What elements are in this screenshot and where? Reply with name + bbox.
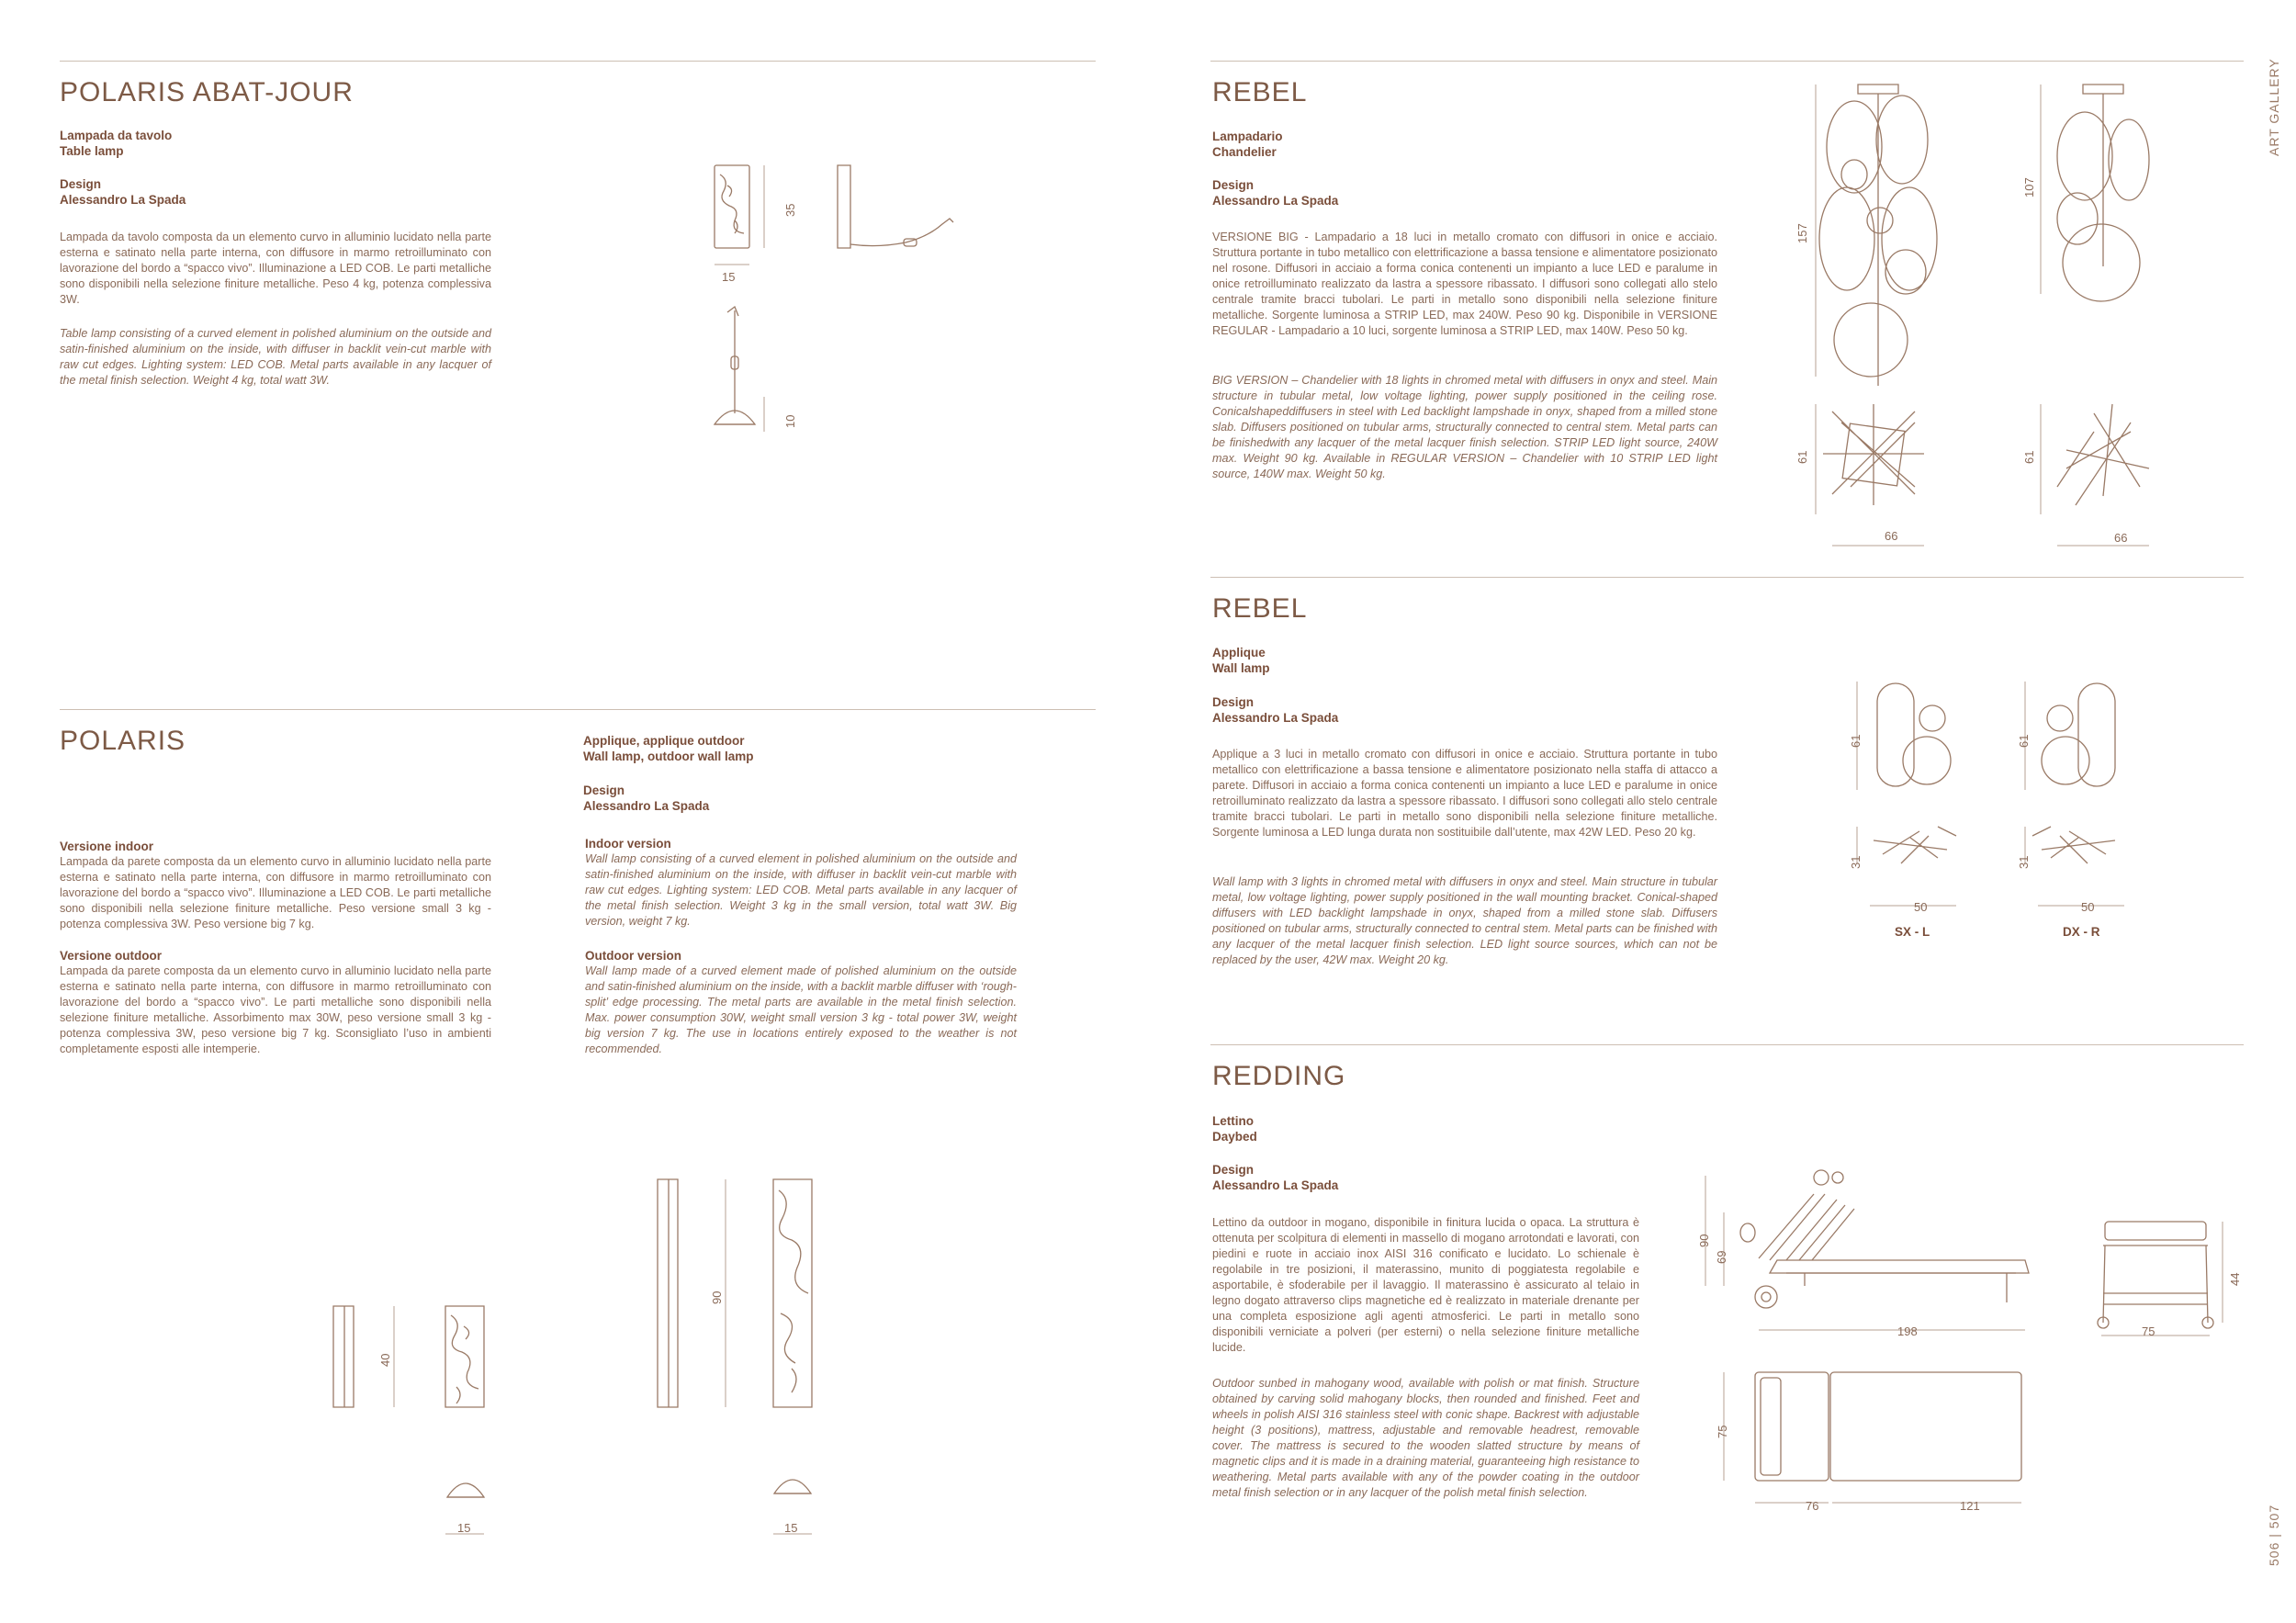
- dim-big-width: 66: [1885, 529, 1898, 543]
- product-title: REBEL: [1212, 593, 1308, 624]
- description-en: Table lamp consisting of a curved element in polished aluminium on the outside and satin-finished aluminium on the inside, with diffuser in backlit vein-cut marble with raw cut edges. Lighting system: LED COB. Metal parts available in any lacquer of the metal finish selection. Weight 4 kg, total watt 3W.: [60, 327, 491, 387]
- rebel-wall-dx-drawing: [2023, 680, 2133, 919]
- rebel-wall-sx-drawing: [1855, 680, 1965, 919]
- dim-dx-depth: 31: [2017, 855, 2031, 869]
- dim-sx-depth: 31: [1849, 855, 1863, 869]
- dim-side-height: 44: [2228, 1272, 2242, 1286]
- designer-name: Alessandro La Spada: [1212, 194, 1339, 208]
- rule-right-3: [1210, 1044, 2244, 1045]
- description-it: Lettino da outdoor in mogano, disponibile in finitura lucida o opaca. La struttura è ottenuta per scolpitura di elementi in massello di mogano arrotondati e lavorati, con piedini e ruote in acciaio inox AISI 316 conificato e lucidato. Lo schienale è regolabile in tre posizioni, il materassino, munito di poggiatesta regolabile e asportabile, è sfoderabile per il lavaggio. Il materassino è assicurato al telaio in legno dogato attraverso clips magnetiche ed è realizzato in materiale drenante per una completa esposizione agli agenti atmosferici. Le parti in metallo sono disponibili verniciate a polveri (per esterni) o nella selezione finiture metalliche lucide.: [1212, 1216, 1639, 1354]
- dim-regular-width: 66: [2114, 531, 2128, 545]
- designer-name: Alessandro La Spada: [583, 799, 710, 813]
- dim-sx-width: 50: [1914, 900, 1928, 914]
- product-type-it: Lampada da tavolo: [60, 129, 173, 142]
- description-it: VERSIONE BIG - Lampadario a 18 luci in metallo cromato con diffusori in onice e acciaio. Struttura portante in tubo metallico con elettrificazione a bassa tensione e alimentatore posizionato nel rosone. Diffusori in acciaio a forma conica contenenti un impianto a luce LED e paralume in onice retroilluminato realizzato da lastra a spessore ribassato. I diffusori sono collegati allo stelo centrale tramite bracci tubolari. Le parti in metallo sono disponibili nella selezione finiture metalliche. Sorgente luminosa a STRIP LED, max 240W. Peso 90 kg. Disponibile in VERSIONE REGULAR - Lampadario a 10 luci, sorgente luminosa a STRIP LED, max 140W. Peso 50 kg.: [1212, 231, 1717, 337]
- dim-regular-height: 107: [2022, 177, 2036, 197]
- description-en: Wall lamp with 3 lights in chromed metal with diffusers in onyx and steel. Main structure in tubular metal, low voltage lighting, power supply positioned in the wall mounting bracket. Conical-shaped diffusers with LED backlight lampshade in onyx, shaped from a milled stone slab. Diffusers positioned on tubular arms, structurally connected to central stem. Metal parts can be finished with any lacquer of the metal lacquer finish selection. LED light source sources, which can not be replaced by the user, 42W max. Weight 20 kg.: [1212, 875, 1717, 966]
- outdoor-description-it: Lampada da parete composta da un elemento curvo in alluminio lucidato nella parte esterna e satinato nella parte interna, con diffusore in marmo retroilluminato con lavorazione del bordo a “spacco vivo”. Le parti metalliche sono disponibili nella selezione finiture metalliche. Assorbimento max 30W, peso versione small 3 kg - potenza complessiva 3W, peso versione big 7 kg. Sconsigliato l’uso in ambienti completamente esposti alle intemperie.: [60, 964, 491, 1055]
- indoor-description-it: Lampada da parete composta da un elemento curvo in alluminio lucidato nella parte esterna e satinato nella parte interna, con diffusore in marmo retroilluminato con lavorazione del bordo a “spacco vivo”. Illuminazione a LED COB. Le parti metalliche sono disponibili nella selezione finiture metalliche. Peso versione small 3 kg - potenza complessiva 3W. Peso versione big 7 kg.: [60, 855, 491, 930]
- dim-length: 198: [1897, 1324, 1918, 1338]
- product-title: REBEL: [1212, 77, 1308, 107]
- dim-regular-depth: 61: [2022, 450, 2036, 464]
- redding-top-drawing: [1704, 1363, 2071, 1510]
- dim-width: 15: [722, 270, 736, 284]
- rebel-regular-drawing: [2039, 83, 2186, 542]
- product-type-en: Chandelier: [1212, 145, 1277, 159]
- design-label: Design: [60, 177, 102, 191]
- indoor-label-en: Indoor version: [585, 837, 671, 851]
- redding-side-drawing: [1704, 1157, 2053, 1332]
- top-rule-right: [1210, 61, 2244, 62]
- product-type-en: Wall lamp: [1212, 661, 1270, 675]
- rule-right-2: [1210, 577, 2244, 578]
- caption-sx: SX - L: [1895, 925, 1930, 939]
- dim-top-a: 76: [1806, 1499, 1819, 1513]
- dim-top-width: 75: [1716, 1425, 1729, 1438]
- outdoor-label-it: Versione outdoor: [60, 949, 163, 963]
- designer-name: Alessandro La Spada: [1212, 711, 1339, 725]
- description-en: BIG VERSION – Chandelier with 18 lights in chromed metal with diffusers in onyx and steel. Main structure in tubular metal, low voltage lighting, power supply positioned in the ceiling rose. Conicalshapeddiffusers in steel with Led backlight lampshade in onyx, shaped from a milled stone slab. Diffusers positioned on tubular arms, structurally connected to central stem. Metal parts can be finishedwith any lacquer of the metal lacquer finish selection. STRIP LED light source, 240W max. Weight 90 kg. Available in REGULAR VERSION – Chandelier with 10 STRIP LED light source, 140W max. Weight 50 kg.: [1212, 374, 1717, 480]
- outdoor-label-en: Outdoor version: [585, 949, 682, 963]
- designer-name: Alessandro La Spada: [1212, 1178, 1339, 1192]
- design-label: Design: [1212, 1163, 1255, 1177]
- dim-big-width: 15: [784, 1521, 798, 1535]
- redding-front-drawing: [2094, 1212, 2232, 1341]
- product-type-it: Lampadario: [1212, 130, 1283, 143]
- product-type-en: Table lamp: [60, 144, 124, 158]
- product-title: POLARIS ABAT-JOUR: [60, 77, 354, 107]
- dim-height: 35: [783, 203, 797, 217]
- dim-big-height: 157: [1795, 223, 1809, 243]
- product-type-it: Lettino: [1212, 1114, 1254, 1128]
- polaris-big-drawing: [652, 1176, 836, 1543]
- product-title: POLARIS: [60, 726, 186, 756]
- rebel-big-drawing: [1814, 83, 1961, 542]
- dim-big-depth: 61: [1795, 450, 1809, 464]
- description-it: Applique a 3 luci in metallo cromato con diffusori in onice e acciaio. Struttura portante in tubo metallico con elettrificazione a bassa tensione e alimentatore posizionato nella staffa di attacco a parete. Diffusori in acciaio a forma conica contenenti un impianto a luce LED e paralume in onice retroilluminato realizzato da lastra a spessore ribassato. I diffusori sono collegati allo stelo centrale tramite bracci tubolari. Le parti in metallo sono disponibili nella selezione finiture metalliche. Sorgente luminosa a LED lunga durata non sostituibile dall’utente, max 42W LED. Peso 20 kg.: [1212, 748, 1717, 839]
- product-title: REDDING: [1212, 1061, 1346, 1091]
- dim-width: 75: [2142, 1324, 2155, 1338]
- abatjour-drawing: [707, 156, 983, 441]
- dim-seat-height: 69: [1715, 1250, 1728, 1264]
- dim-small-width: 15: [457, 1521, 471, 1535]
- design-label: Design: [1212, 178, 1255, 192]
- dim-top-b: 121: [1960, 1499, 1980, 1513]
- dim-dx-width: 50: [2081, 900, 2095, 914]
- dim-dx-height: 61: [2017, 734, 2031, 748]
- description-en: Outdoor sunbed in mahogany wood, available with polish or mat finish. Structure obtained by carving solid mahogany blocks, then rounded and finished. Feet and wheels in polish AISI 316 stainless steel with conic shape. Backrest with adjustable height (3 positions), mattress, adjustable and removable headrest, removable cover. The mattress is secured to the wooden slatted structure by means of magnetic clips and it is made in a draining material, guaranteeing high resistance to weathering. Metal parts available with any of the powder coating in the outdoor metal finish selection or in any lacquer of the polish metal finish selection.: [1212, 1377, 1639, 1499]
- description-it: Lampada da tavolo composta da un elemento curvo in alluminio lucidato nella parte esterna e satinato nella parte interna, con diffusore in marmo retroilluminato con lavorazione del bordo a “spacco vivo”. Illuminazione a LED COB. Le parti metalliche sono disponibili nella selezione finiture metalliche. Peso 4 kg, potenza complessiva 3W.: [60, 231, 491, 306]
- outdoor-description-en: Wall lamp made of a curved element made of polished aluminium on the outside and satin-finished aluminium on the inside, with a backlit marble diffuser with ‘rough-split’ edge processing. The metal parts are available in the metal finish selection. Max. power consumption 30W, weight small version 3 kg - total power 3W, weight big version 7 kg. The use in locations entirely exposed to the weather is not recommended.: [585, 964, 1017, 1055]
- designer-name: Alessandro La Spada: [60, 193, 186, 207]
- product-type-en: Wall lamp, outdoor wall lamp: [583, 750, 754, 763]
- product-type-en: Daybed: [1212, 1130, 1257, 1144]
- dim-big-height: 90: [710, 1291, 724, 1304]
- indoor-label-it: Versione indoor: [60, 840, 154, 853]
- mid-rule-left: [60, 709, 1096, 710]
- indoor-description-en: Wall lamp consisting of a curved element in polished aluminium on the outside and satin-finished aluminium on the inside, with diffuser in backlit vein-cut marble with raw cut edges. Lighting system: LED COB. Metal parts available in any lacquer of the metal finish selection. Weight 3 kg in the small version, total watt 3W. Big version, weight 7 kg.: [585, 852, 1017, 928]
- top-rule-left: [60, 61, 1096, 62]
- product-type-it: Applique, applique outdoor: [583, 734, 745, 748]
- page-numbers: 506 | 507: [2267, 1504, 2281, 1566]
- design-label: Design: [1212, 695, 1255, 709]
- product-type-it: Applique: [1212, 646, 1266, 659]
- dim-sx-height: 61: [1849, 734, 1863, 748]
- dim-depth: 10: [783, 414, 797, 428]
- caption-dx: DX - R: [2063, 925, 2100, 939]
- polaris-small-drawing: [326, 1304, 510, 1543]
- sidebar-brand: ART GALLERY: [2267, 58, 2281, 156]
- design-label: Design: [583, 783, 625, 797]
- dim-small-height: 40: [378, 1353, 392, 1367]
- dim-total-height: 90: [1697, 1234, 1711, 1247]
